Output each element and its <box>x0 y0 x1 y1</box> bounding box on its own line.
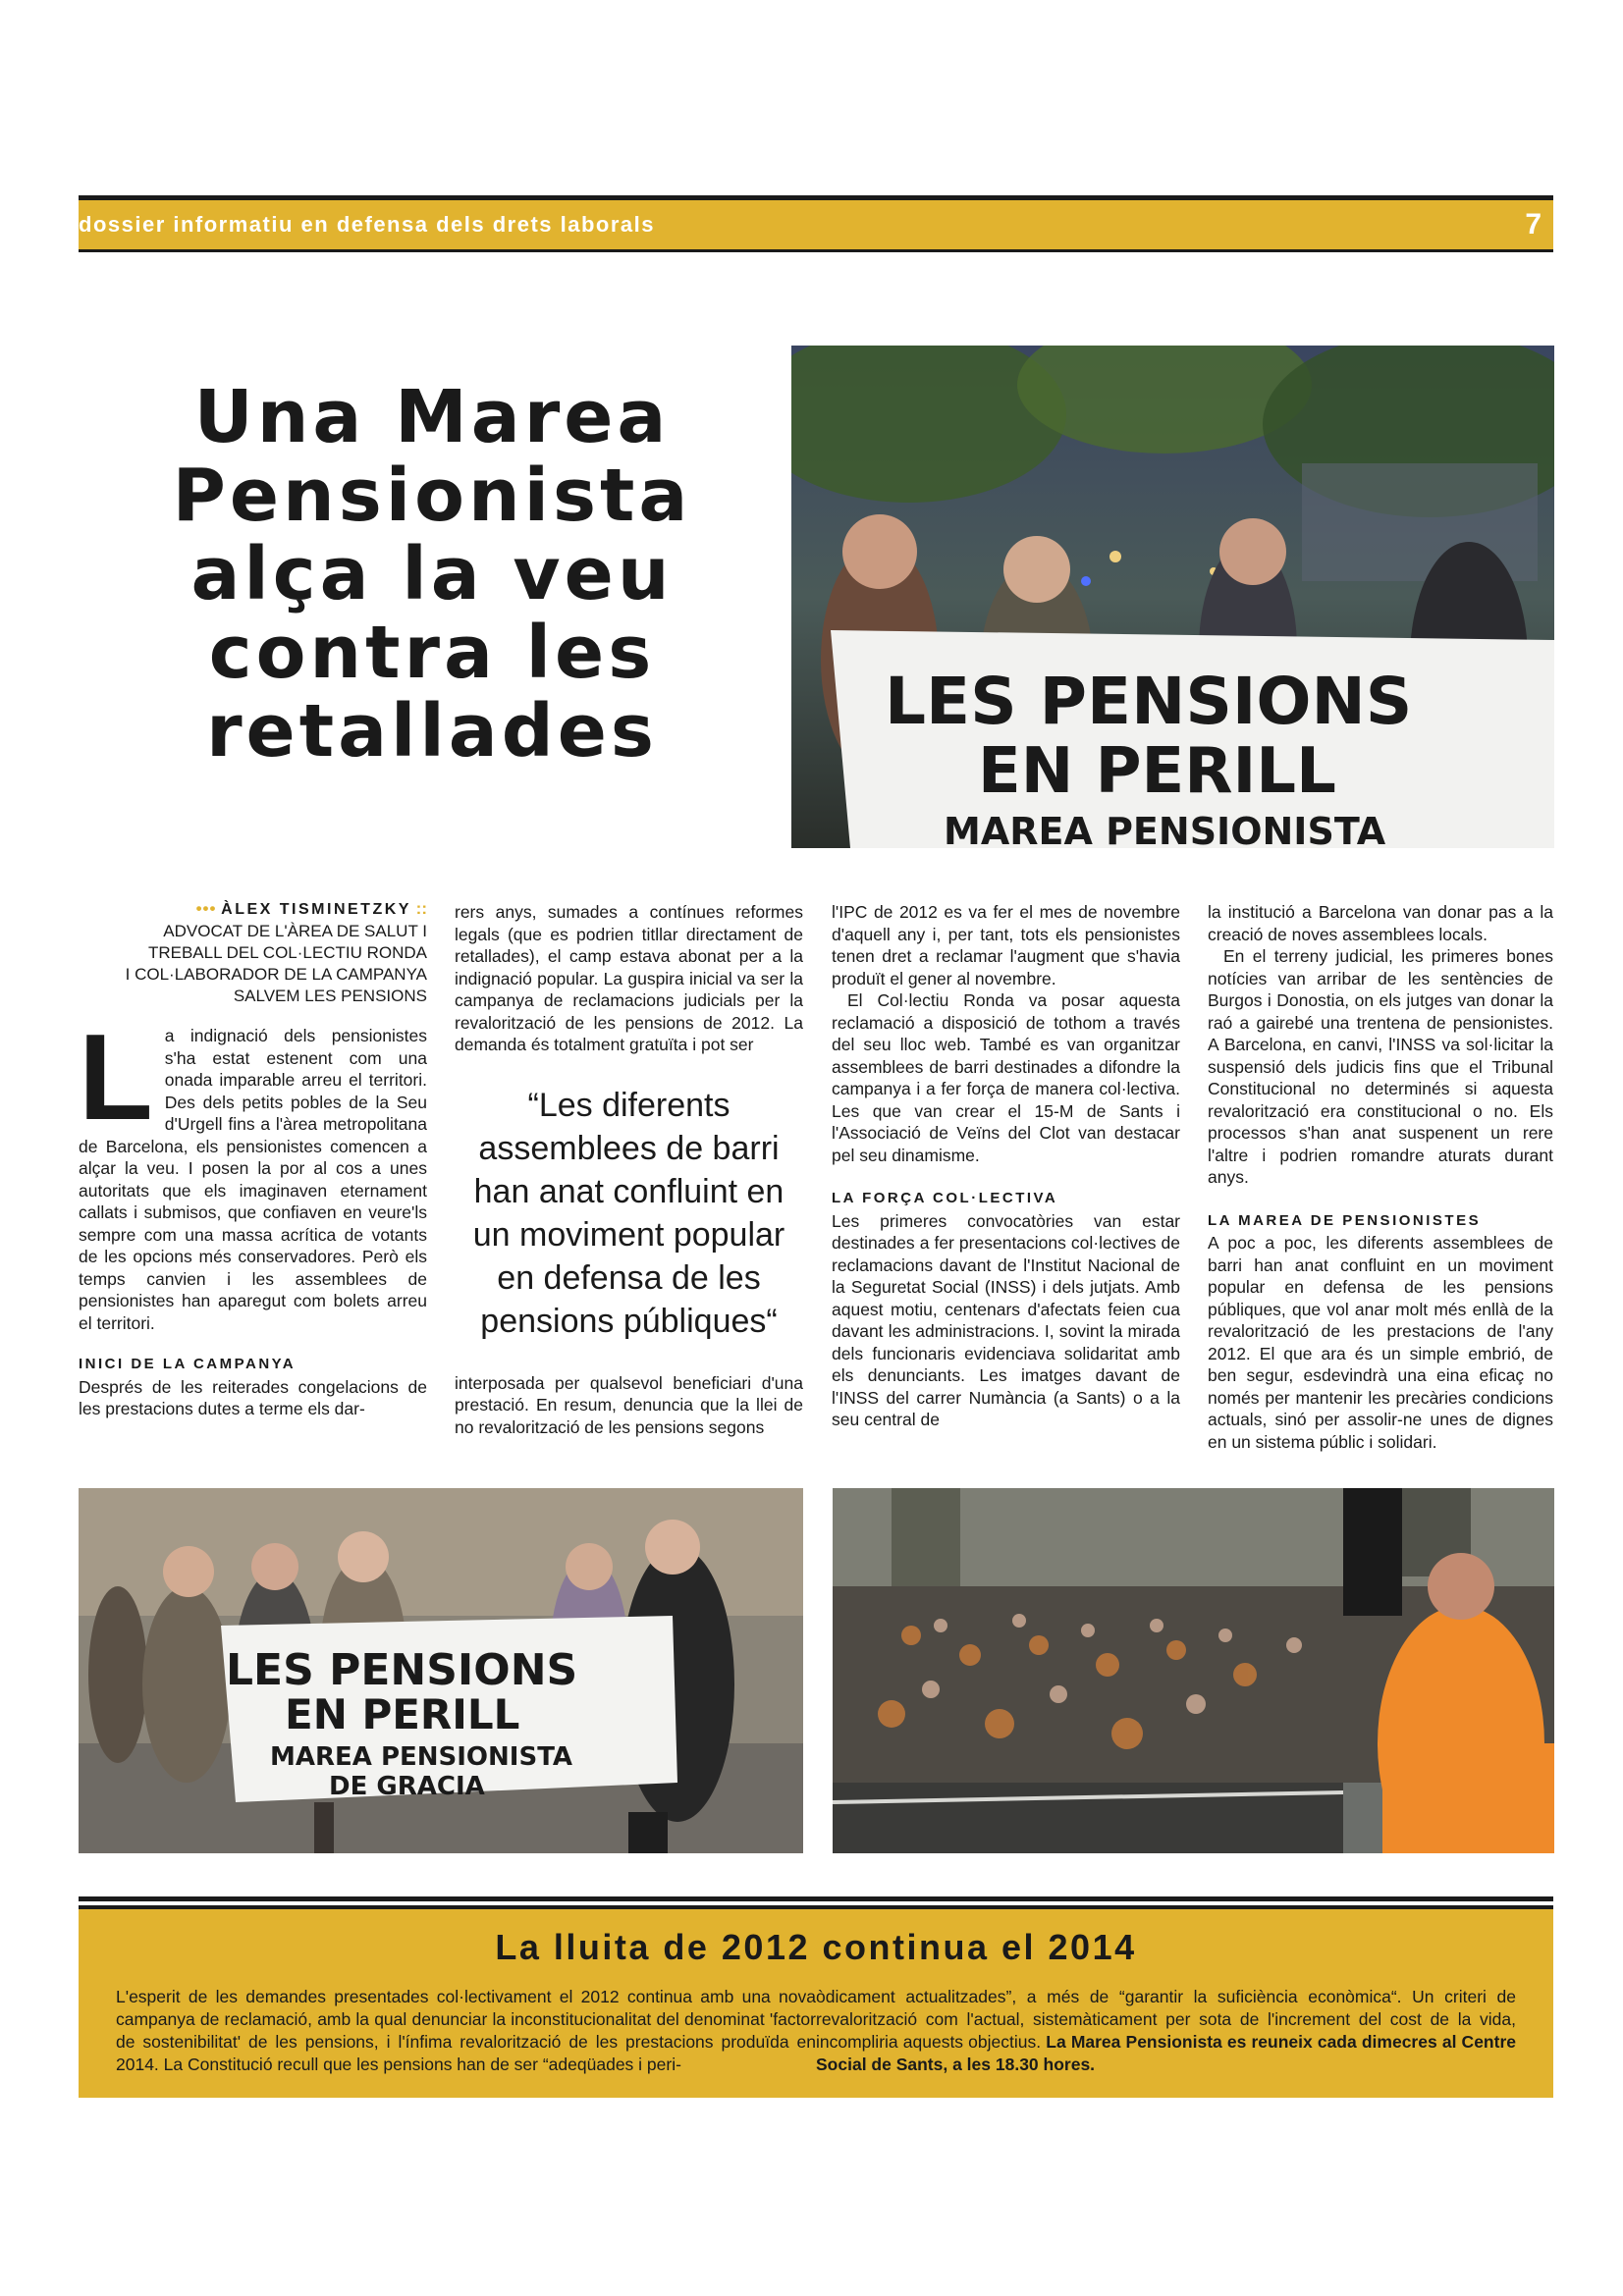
page-number: 7 <box>1525 208 1542 240</box>
header-bottom-rule <box>79 249 1553 252</box>
pull-quote: “Les diferents assemblees de barri han anat confluint en un moviment popular en defensa de les pensions públiques“ <box>472 1086 785 1340</box>
author-name: ÀLEX TISMINETZKY <box>221 901 411 918</box>
paragraph: la institució a Barcelona van donar pas a la creació de noves assemblees locals. <box>1208 902 1553 944</box>
byline-separator: :: <box>415 899 427 918</box>
paragraph: Les primeres convocatòries van estar destinades a fer presentacions col·lectives de reclamacions davant de l'Institut Nacional de la Seguretat Social (INSS) i dels jutjats. Amb aquest motiu, centenars d'afectats feien cua davant les administracions. I, sovint la mirada dels funcionaris evidenciava solidaritat amb els denunciants. Les imatges davant de l'INSS del carrer Numància (a Sants) o a la seu central de <box>832 1210 1180 1429</box>
paragraph: a indignació dels pensionistes s'ha estat estenent com una onada imparable arreu el territori. Des dels petits pobles de la Seu d'Urgell fins a l'àrea metropolitana de Barcelona, els pensionistes comencen a alçar la veu. I posen la por al cos a unes autoritats que els imaginaven eternament callats i submisos, que confiaven en veure'ls sempre com una massa acrítica de votants de les opcions més conservadores. Però els temps canvien i les assemblees de pensionistes han aparegut com bolets arreu el territori. <box>79 1026 427 1333</box>
author-role-line: SALVEM LES PENSIONS <box>233 987 427 1005</box>
article-column-3 <box>832 901 1180 1431</box>
paragraph: rers anys, sumades a contínues reformes legals (que es podrien titllar directament de retallades), el camp estava abonat per a la indignació popular. La guspira inicial va ser la campanya de reclamacions judicials per la revalorització de les pensions de 2012. La demanda és totalment gratuïta i pot ser <box>455 902 803 1054</box>
info-box-column-right <box>816 1986 1516 2076</box>
paragraph: Després de les reiterades congelacions de les prestacions dutes a terme els dar- <box>79 1376 427 1418</box>
article-headline <box>147 375 717 774</box>
meeting-info: La Marea Pensionista es reuneix cada dimecres al Centre Social de Sants, a les 18.30 hores. <box>816 2032 1516 2074</box>
paragraph: interposada per qualsevol beneficiari d'una prestació. En resum, denuncia que la llei de no revalorització de les pensions segons <box>455 1372 803 1437</box>
headline-line: Una Marea <box>193 375 671 459</box>
article-column-4 <box>1208 901 1553 1453</box>
byline <box>79 898 427 1007</box>
headline-line: retallades <box>206 689 658 774</box>
paragraph: En el terreny judicial, les primeres bones notícies van arribar de les sentències de Burgos i Donostia, on els jutges van donar la raó a gairebé una trentena de pensionistes. A Barcelona, en canvi, l'INSS va sol·licitar la suspensió dels judicis fins que el Tribunal Constitucional no determinés si aquesta revalorització era constitucional o no. Els processos s'han anat suspenent un rere l'altre i podrien romandre aturats durant anys. <box>1208 946 1553 1187</box>
byline-bullets: ••• <box>195 899 217 918</box>
paragraph: El Col·lectiu Ronda va posar aquesta reclamació a disposició de tothom a través del seu lloc web. També es van organitzar assemblees de barri destinades a difondre la campanya i a fer força de manera col·lectiva. Les que van crear el 15-M de Sants i l'Associació de Veïns del Clot van destacar pel seu dinamisme. <box>832 990 1180 1165</box>
paragraph <box>816 1986 1516 2076</box>
article-column-1 <box>79 898 427 1420</box>
article-column-2 <box>455 901 803 1438</box>
section-tagline: dossier informatiu en defensa dels drets laborals <box>79 212 655 237</box>
banner-text-3: MAREA PENSIONISTA <box>270 1742 573 1772</box>
assembly-crowd-photo <box>833 1488 1554 1853</box>
lead-paragraph <box>79 1010 427 1334</box>
banner-text-2: EN PERILL <box>285 1690 520 1738</box>
info-box <box>79 1909 1553 2098</box>
banner-text-2: EN PERILL <box>978 735 1336 808</box>
banner-text-4: DE GRACIA <box>329 1772 485 1801</box>
headline-line: Pensionista <box>172 454 692 538</box>
protest-photo-main <box>791 346 1554 848</box>
author-role-line: ADVOCAT DE L'ÀREA DE SALUT I <box>163 922 427 940</box>
info-box-column-left <box>116 1986 816 2076</box>
box-top-rule <box>79 1896 1553 1901</box>
paragraph: l'IPC de 2012 es va fer el mes de novembre d'aquell any i, per tant, tots els pensionistes tenen dret a reclamar l'augment que s'havia produït el gener al novembre. <box>832 902 1180 988</box>
subheading: LA FORÇA COL·LECTIVA <box>832 1190 1058 1206</box>
section-header-band <box>79 200 1553 249</box>
drop-cap: L <box>79 1010 153 1146</box>
banner-text-1: LES PENSIONS <box>226 1645 578 1695</box>
paragraph: A poc a poc, les diferents assemblees de barri han anat confluint en un moviment popular en defensa de les pensions públiques, que vol anar molt més enllà de la revalorització de les prestacions de l'any 2012. El que ara és un simple embrió, de ben segur, esdevindrà una eina eficaç no només per mantenir les precàries condicions actuals, sinó per assolir-ne unes de dignes en un sistema públic i solidari. <box>1208 1233 1553 1452</box>
headline-line: contra les <box>208 611 656 695</box>
info-box-text: òdicament actualitzades”, a més de “garantir la suficiència econòmica“. Un criteri de revalorització com l'actual, sistemàticament per sota de l'increment del cost de la vida, incompliria aquests objectius. <box>816 1987 1516 2052</box>
subheading: LA MAREA DE PENSIONISTES <box>1208 1211 1482 1229</box>
info-box-title: La lluita de 2012 continua el 2014 <box>495 1927 1137 1967</box>
subheading: INICI DE LA CAMPANYA <box>79 1356 297 1372</box>
protest-march-photo <box>79 1488 803 1853</box>
paragraph: L'esperit de les demandes presentades col·lectivament el 2012 continua amb una nova campanya de reclamació, amb la qual denunciar la inconstitucionalitat del denominat 'factor de sostenibilitat' de les pensions, i l'ínfima revalorització de les prestacions produïda en 2014. La Constitució recull que les pensions han de ser “adeqüades i peri- <box>116 1987 816 2074</box>
author-role-line: I COL·LABORADOR DE LA CAMPANYA <box>125 965 427 984</box>
author-role-line: TREBALL DEL COL·LECTIU RONDA <box>147 943 427 962</box>
banner-text-1: LES PENSIONS <box>885 664 1413 739</box>
banner-text-3: MAREA PENSIONISTA <box>944 810 1386 848</box>
headline-line: alça la veu <box>190 532 674 616</box>
